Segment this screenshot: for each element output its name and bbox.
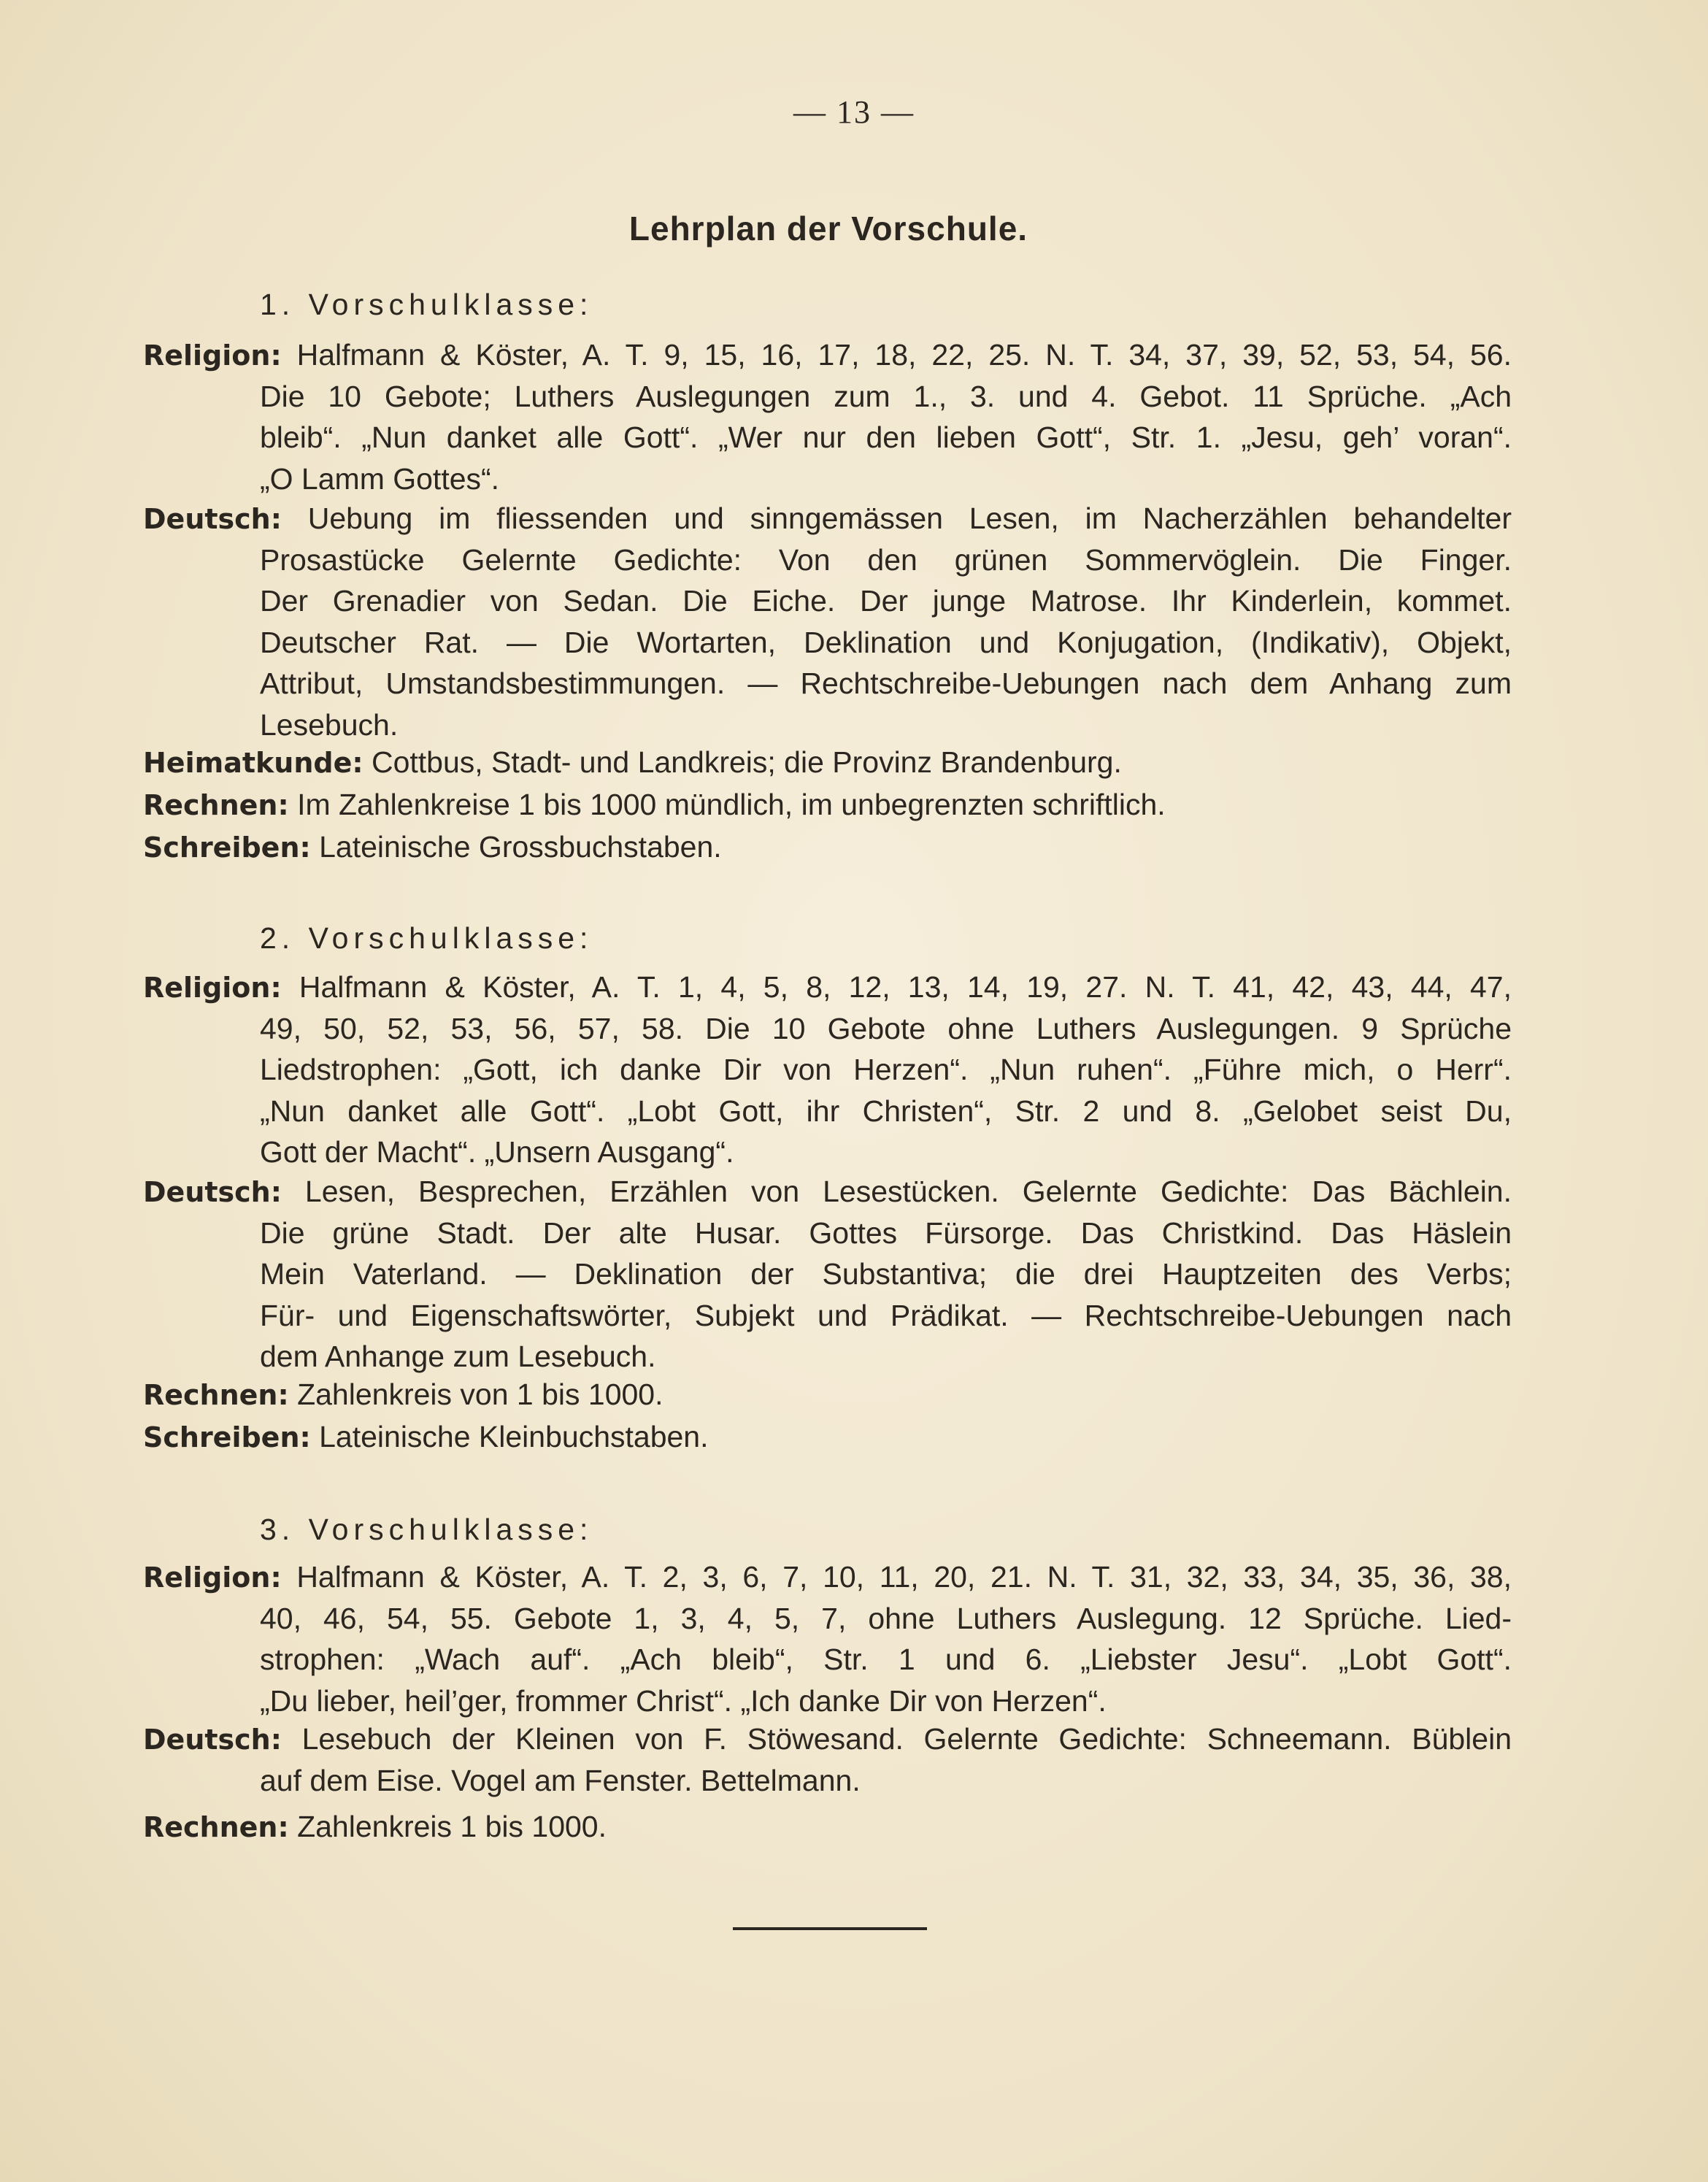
entry-line: „Du lieber, heil’ger, frommer Christ“. „Ich danke Dir von Herzen“. [260,1683,1107,1718]
entry-line: Mein Vaterland. — Deklination der Substantiva; die drei Hauptzeiten des Verbs; [260,1257,1512,1291]
entry-text: Halfmann & Köster, A. T. 2, 3, 6, 7, 10, 11, 20, 21. N. T. 31, 32, 33, 34, 35, 36, 38, [281,1560,1512,1594]
entry-deutsch-3 [143,1718,1512,1801]
entry-text: Cottbus, Stadt- und Landkreis; die Provinz Brandenburg. [363,745,1122,779]
entry-line: auf dem Eise. Vogel am Fenster. Bettelmann. [260,1763,861,1797]
subject-label: Religion: [143,972,282,1004]
entry-religion-3 [143,1556,1512,1721]
entry-religion-2 [143,967,1512,1173]
entry-line: Lesebuch. [260,707,399,742]
entry-deutsch-1 [143,498,1512,745]
entry-religion-1 [143,334,1512,499]
closing-rule [733,1927,927,1930]
subject-label: Religion: [143,1561,282,1594]
entry-text: Uebung im fliessenden und sinngemässen Lesen, im Nacherzählen behandelter [281,502,1512,535]
subject-label: Religion: [143,339,282,372]
entry-line: „O Lamm Gottes“. [260,461,500,496]
entry-line: Die 10 Gebote; Luthers Auslegungen zum 1., 3. und 4. Gebot. 11 Sprüche. „Ach [260,379,1512,413]
entry-line: Liedstrophen: „Gott, ich danke Dir von Herzen“. „Nun ruhen“. „Führe mich, o Herr“. [260,1053,1512,1086]
entry-text: Halfmann & Köster, A. T. 1, 4, 5, 8, 12, 13, 14, 19, 27. N. T. 41, 42, 43, 44, 47, [281,970,1512,1004]
entry-text: Lateinische Kleinbuchstaben. [310,1420,709,1453]
class-heading-2: 2. Vorschulklasse: [260,921,593,955]
entry-text: Lesebuch der Kleinen von F. Stöwesand. Gelernte Gedichte: Schneemann. Büblein [281,1722,1512,1756]
entry-line: bleib“. „Nun danket alle Gott“. „Wer nur den lieben Gott“, Str. 1. „Jesu, geh’ voran“. [260,420,1512,454]
entry-line: dem Anhange zum Lesebuch. [260,1340,656,1373]
entry-line: Attribut, Umstandsbestimmungen. — Rechtschreibe-Uebungen nach dem Anhang zum [260,666,1512,700]
subject-label: Rechnen: [143,1379,289,1411]
entry-rechnen-1 [143,784,1512,826]
subject-label: Schreiben: [143,831,311,864]
page-number: — 13 — [793,94,915,130]
entry-line: 40, 46, 54, 55. Gebote 1, 3, 4, 5, 7, ohne Luthers Auslegung. 12 Sprüche. Lied- [260,1601,1512,1635]
entry-heimatkunde-1 [143,742,1512,783]
entry-line: Die grüne Stadt. Der alte Husar. Gottes Fürsorge. Das Christkind. Das Häslein [260,1215,1512,1250]
entry-rechnen-2 [143,1374,1512,1415]
subject-label: Deutsch: [143,1724,282,1756]
entry-schreiben-2 [143,1416,1512,1458]
entry-line: Der Grenadier von Sedan. Die Eiche. Der junge Matrose. Ihr Kinderlein, kommet. [260,584,1512,618]
subject-label: Deutsch: [143,1176,282,1208]
entry-deutsch-2 [143,1171,1512,1378]
entry-text: Lateinische Grossbuchstaben. [310,830,722,864]
entry-line: Gott der Macht“. „Unsern Ausgang“. [260,1135,734,1169]
entry-line: 49, 50, 52, 53, 56, 57, 58. Die 10 Gebote ohne Luthers Auslegungen. 9 Sprüche [260,1011,1512,1045]
class-heading-3: 3. Vorschulklasse: [260,1513,593,1546]
entry-text: Lesen, Besprechen, Erzählen von Lesestücken. Gelernte Gedichte: Das Bächlein. [281,1175,1512,1208]
entry-line: Für- und Eigenschaftswörter, Subjekt und Prädikat. — Rechtschreibe-Uebungen nach [260,1298,1512,1332]
entry-rechnen-3 [143,1806,1512,1848]
entry-line: strophen: „Wach auf“. „Ach bleib“, Str. 1 und 6. „Liebster Jesu“. „Lobt Gott“. [260,1643,1512,1676]
entry-text: Halfmann & Köster, A. T. 9, 15, 16, 17, 18, 22, 25. N. T. 34, 37, 39, 52, 53, 54, 56. [281,338,1512,372]
entry-line: Prosastücke Gelernte Gedichte: Von den grünen Sommervöglein. Die Finger. [260,542,1512,577]
entry-schreiben-1 [143,826,1512,868]
entry-text: Zahlenkreis von 1 bis 1000. [288,1378,663,1411]
subject-label: Deutsch: [143,503,282,535]
entry-text: Im Zahlenkreise 1 bis 1000 mündlich, im unbegrenzten schriftlich. [288,788,1166,821]
subject-label: Schreiben: [143,1421,311,1453]
entry-line: „Nun danket alle Gott“. „Lobt Gott, ihr Christen“, Str. 2 und 8. „Gelobet seist Du, [260,1094,1512,1128]
entry-text: Zahlenkreis 1 bis 1000. [288,1810,607,1843]
class-heading-1: 1. Vorschulklasse: [260,288,593,321]
page-title: Lehrplan der Vorschule. [628,210,1028,247]
subject-label: Heimatkunde: [143,747,363,779]
entry-line: Deutscher Rat. — Die Wortarten, Deklination und Konjugation, (Indikativ), Objekt, [260,625,1512,659]
subject-label: Rechnen: [143,1811,289,1843]
subject-label: Rechnen: [143,789,289,821]
